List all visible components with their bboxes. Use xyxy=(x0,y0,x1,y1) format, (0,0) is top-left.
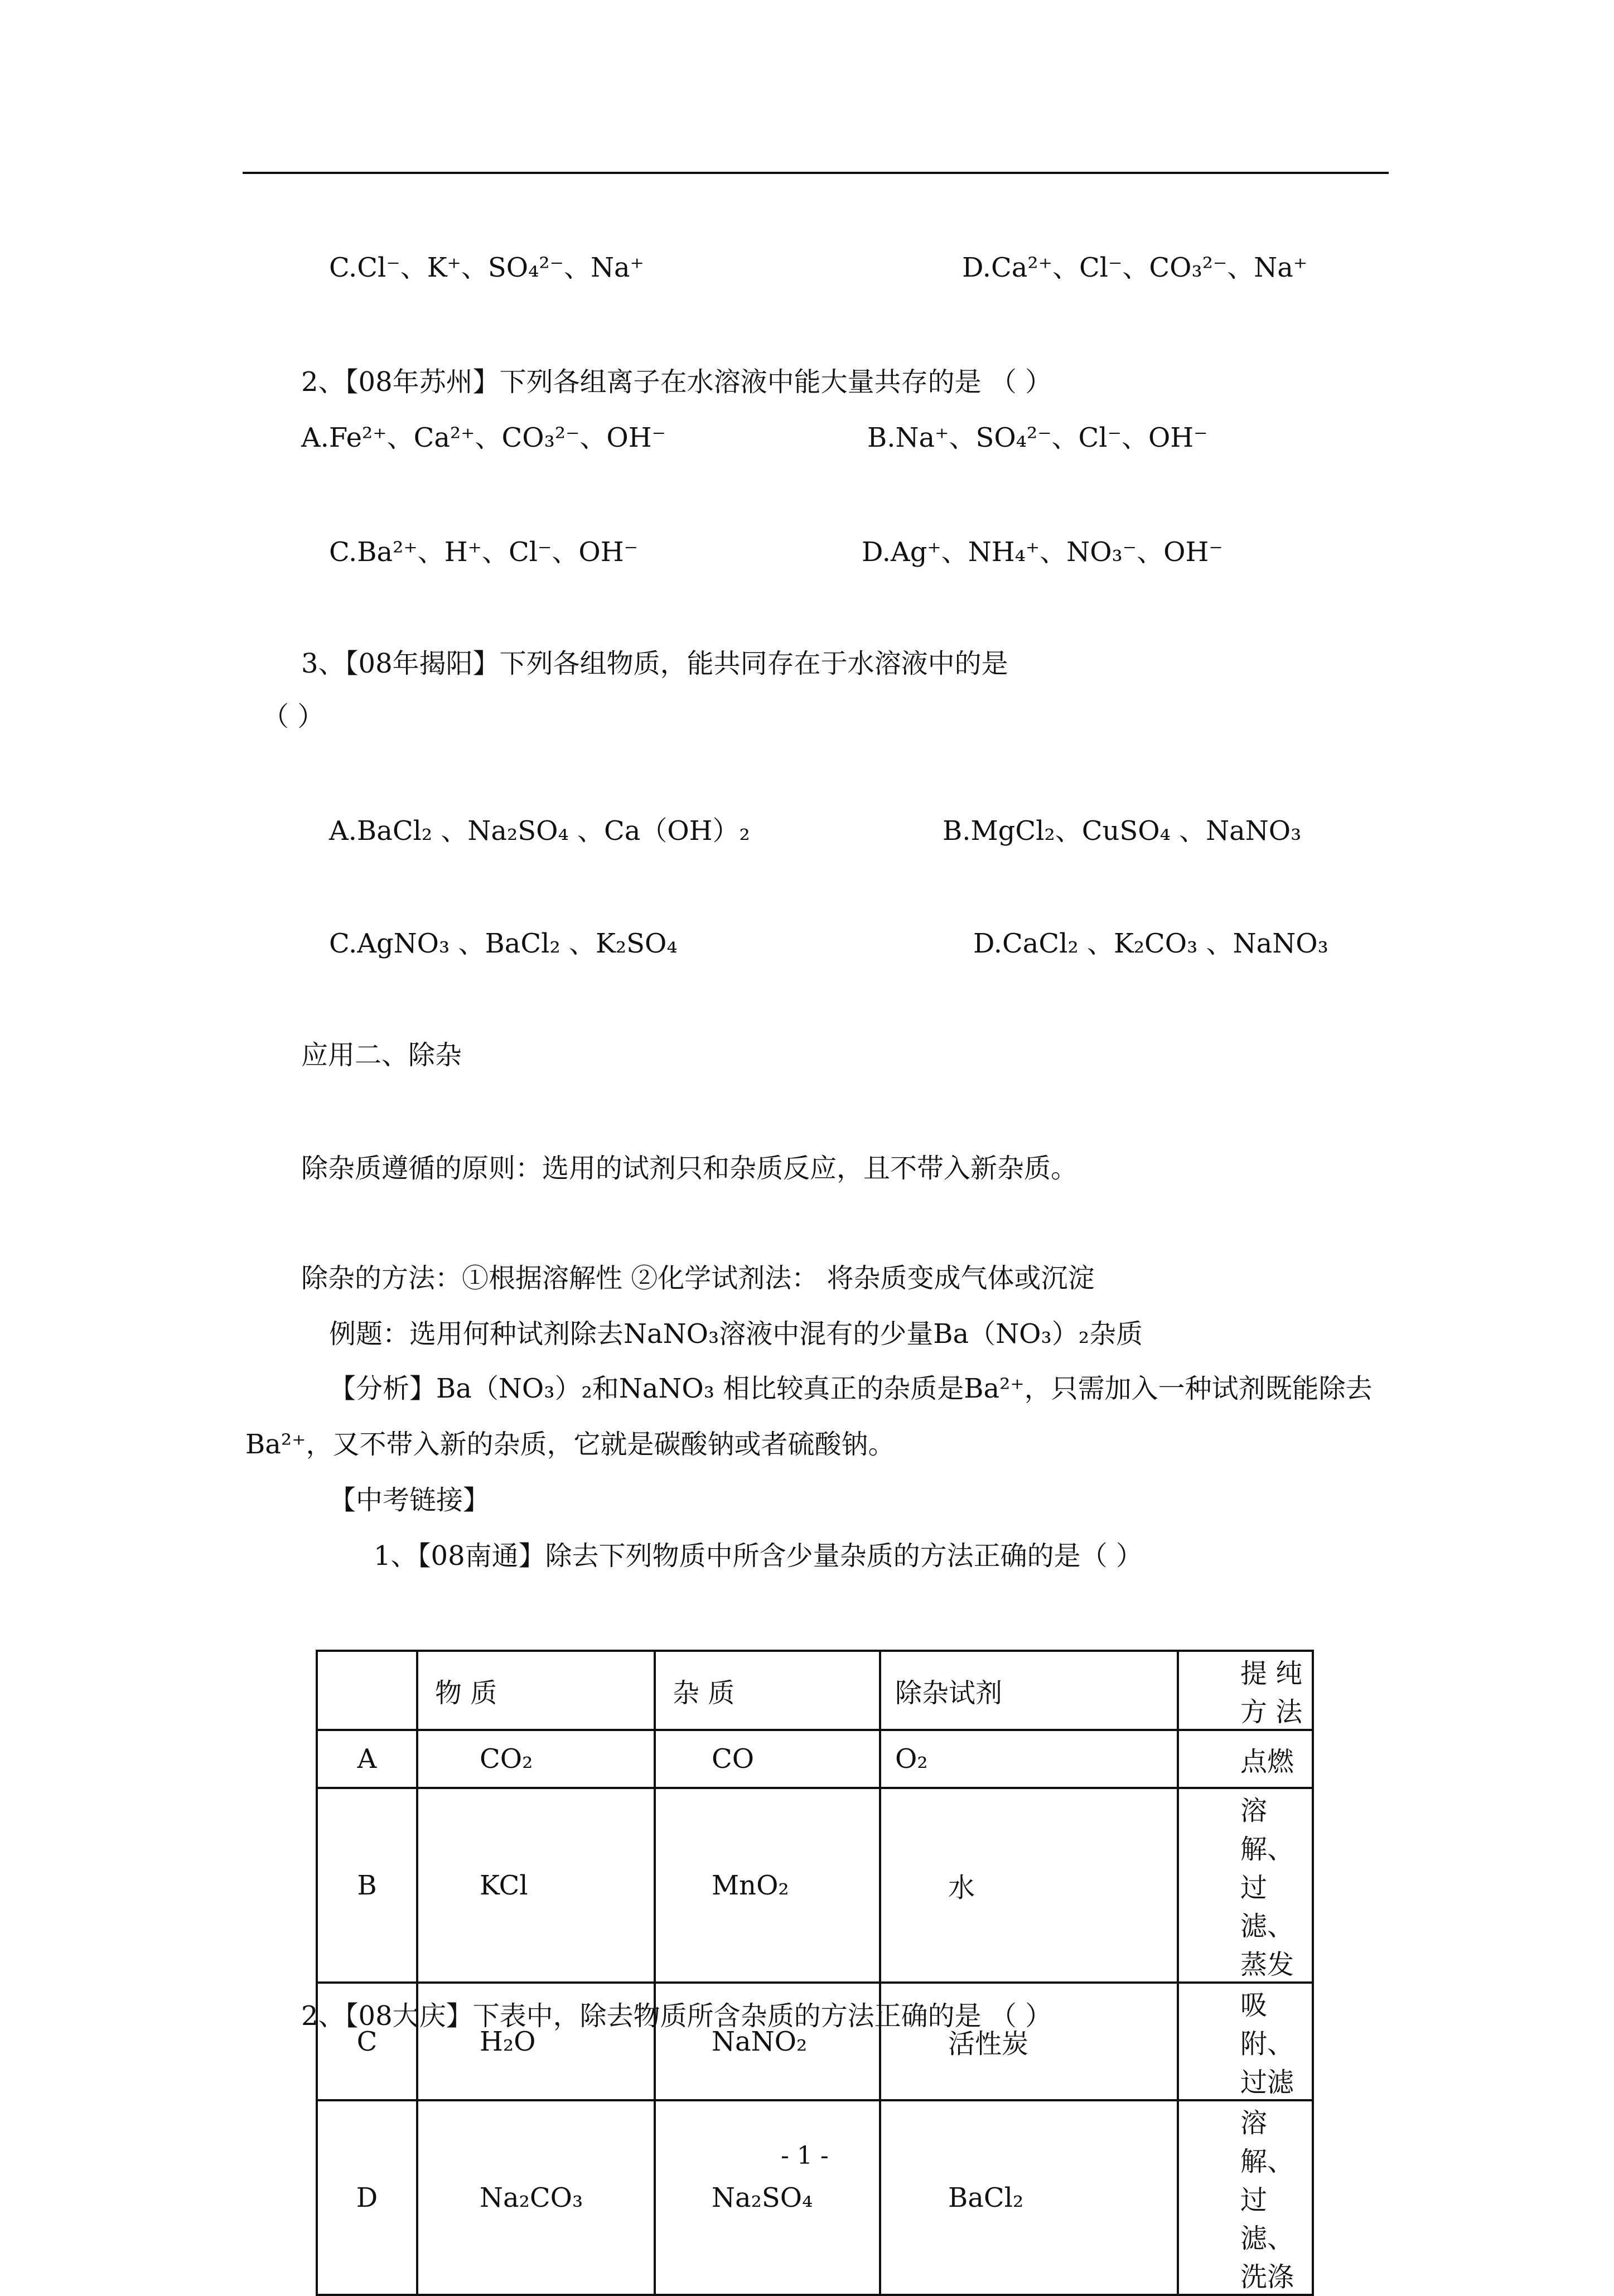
table-cell: 水 xyxy=(880,1788,1178,1983)
table-cell: C xyxy=(317,1983,417,2100)
table-header-row xyxy=(317,1651,1313,1730)
q3-option-b: B.MgCl₂、CuSO₄ 、NaNO₃ xyxy=(943,815,1302,847)
q3-option-d: D.CaCl₂ 、K₂CO₃ 、NaNO₃ xyxy=(973,928,1328,959)
table-row xyxy=(317,2100,1313,2295)
table-cell: 溶解、过滤、蒸发 xyxy=(1178,1788,1313,1983)
table-cell: 活性炭 xyxy=(880,1983,1178,2100)
table-header-cell: 物 质 xyxy=(417,1651,655,1730)
q2-option-d: D.Ag⁺、NH₄⁺、NO₃⁻、OH⁻ xyxy=(862,536,1223,568)
q1-option-d: D.Ca²⁺、Cl⁻、CO₃²⁻、Na⁺ xyxy=(962,252,1308,283)
exam-link-heading: 【中考链接】 xyxy=(329,1485,490,1516)
table-header-cell: 提 纯 方 法 xyxy=(1178,1651,1313,1730)
table-cell: Na₂CO₃ xyxy=(417,2100,655,2295)
table-header-cell: 除杂试剂 xyxy=(880,1651,1178,1730)
q5-stem: 2、【08大庆】下表中，除去物质所含杂质的方法正确的是 （ ） xyxy=(301,2000,1052,2032)
q1-option-c: C.Cl⁻、K⁺、SO₄²⁻、Na⁺ xyxy=(329,252,644,283)
page-number: - 1 - xyxy=(781,2142,829,2170)
analysis-line-2: Ba²⁺，又不带入新的杂质，它就是碳酸钠或者硫酸钠。 xyxy=(245,1429,895,1460)
section-title: 应用二、除杂 xyxy=(301,1040,462,1071)
table-cell: O₂ xyxy=(880,1730,1178,1788)
q2-option-c: C.Ba²⁺、H⁺、Cl⁻、OH⁻ xyxy=(329,536,638,568)
impurity-removal-table xyxy=(316,1650,1314,2296)
table-cell: CO₂ xyxy=(417,1730,655,1788)
table-cell: H₂O xyxy=(417,1983,655,2100)
principle-text: 除杂质遵循的原则：选用的试剂只和杂质反应，且不带入新杂质。 xyxy=(301,1153,1078,1184)
table-cell: BaCl₂ xyxy=(880,2100,1178,2295)
header-rule xyxy=(243,172,1389,174)
q2-option-b: B.Na⁺、SO₄²⁻、Cl⁻、OH⁻ xyxy=(867,422,1208,453)
method-text: 除杂的方法：①根据溶解性 ②化学试剂法： 将杂质变成气体或沉淀 xyxy=(301,1263,1095,1294)
q3-option-a: A.BaCl₂ 、Na₂SO₄ 、Ca（OH）₂ xyxy=(329,815,750,847)
table-cell: 吸附、过滤 xyxy=(1178,1983,1313,2100)
table-header-cell: 杂 质 xyxy=(655,1651,880,1730)
q3-option-c: C.AgNO₃ 、BaCl₂ 、K₂SO₄ xyxy=(329,928,678,959)
table-cell: 溶解、过滤、洗涤 xyxy=(1178,2100,1313,2295)
q2-stem: 2、【08年苏州】下列各组离子在水溶液中能大量共存的是 （ ） xyxy=(301,366,1052,398)
example-text: 例题：选用何种试剂除去NaNO₃溶液中混有的少量Ba（NO₃）₂杂质 xyxy=(329,1318,1143,1350)
q3-answer-paren: （ ） xyxy=(262,701,325,732)
table-cell: MnO₂ xyxy=(655,1788,880,1983)
analysis-line-1: 【分析】Ba（NO₃）₂和NaNO₃ 相比较真正的杂质是Ba²⁺，只需加入一种试剂既能除去 xyxy=(329,1373,1373,1404)
q3-stem: 3、【08年揭阳】下列各组物质，能共同存在于水溶液中的是 xyxy=(301,648,1008,679)
table-cell: CO xyxy=(655,1730,880,1788)
table-header-cell xyxy=(317,1651,417,1730)
table-cell: B xyxy=(317,1788,417,1983)
table-cell: 点燃 xyxy=(1178,1730,1313,1788)
table-row xyxy=(317,1788,1313,1983)
table-cell: A xyxy=(317,1730,417,1788)
table-cell: D xyxy=(317,2100,417,2295)
q4-stem: 1、【08南通】除去下列物质中所含少量杂质的方法正确的是（ ） xyxy=(374,1540,1143,1572)
table-cell: Na₂SO₄ xyxy=(655,2100,880,2295)
table-cell: KCl xyxy=(417,1788,655,1983)
q2-option-a: A.Fe²⁺、Ca²⁺、CO₃²⁻、OH⁻ xyxy=(301,422,666,453)
table-row xyxy=(317,1730,1313,1788)
table-cell: NaNO₂ xyxy=(655,1983,880,2100)
